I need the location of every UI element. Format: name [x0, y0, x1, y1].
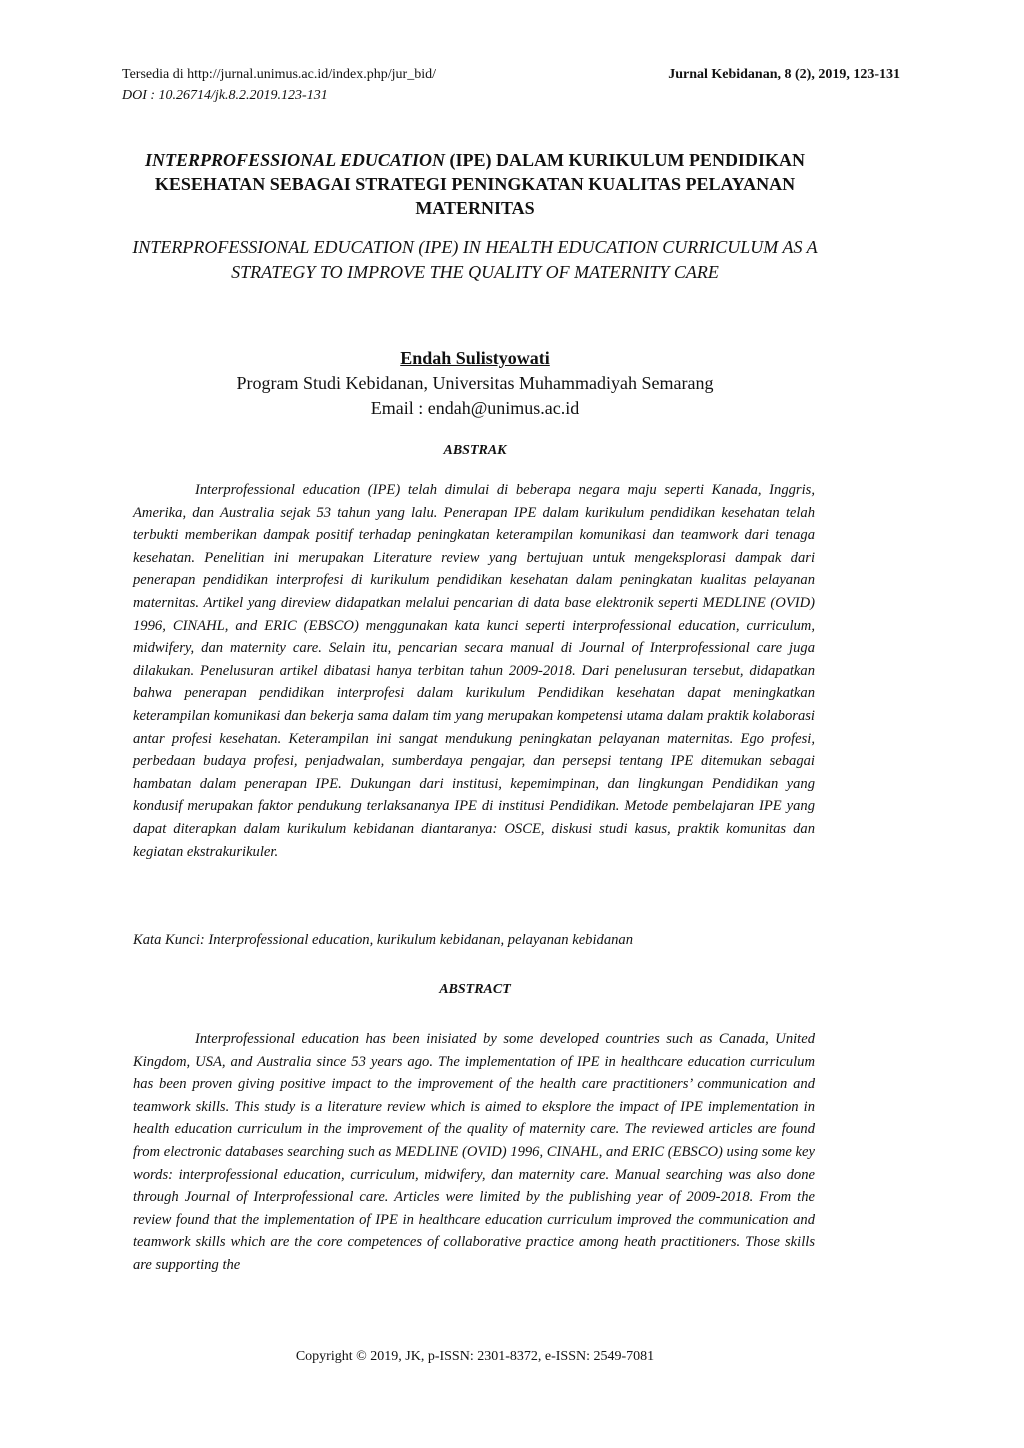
author-email: Email : endah@unimus.ac.id — [370, 398, 580, 418]
author-affiliation: Program Studi Kebidanan, Universitas Muhammadiyah Semarang — [236, 373, 714, 393]
title-indonesian-italic: INTERPROFESSIONAL EDUCATION — [145, 150, 445, 170]
abstract-body: Interprofessional education has been inisiated by some developed countries such as Canada, United Kingdom, USA, and Australia since 53 years ago. The implementation of IPE in healthcare education curriculum has been proven giving positive impact to the improvement of the health care practitioners’ communication and teamwork skills. This study is a literature review which is aimed to eksplore the impact of IPE implementation in health education curriculum in the improvement of the quality of maternity care. The reviewed articles are found from electronic databases searching such as MEDLINE (OVID) 1996, CINAHL, and ERIC (EBSCO) using some key words: interprofessional education, curriculum, midwifery, dan maternity care. Manual searching was also done through Journal of Interprofessional care. Articles were limited by the publishing year of 2009-2018. From the review found that the implementation of IPE in healthcare education curriculum improved the communication and teamwork skills which are the core competences of collaborative practice among heath practitioners. Those skills are supporting the — [133, 1031, 815, 1273]
title-english: INTERPROFESSIONAL EDUCATION (IPE) IN HEALTH EDUCATION CURRICULUM AS A STRATEGY TO IMPROVE THE QUALITY OF MATERNITY CARE — [132, 237, 818, 282]
abstrak-body: Interprofessional education (IPE) telah dimulai di beberapa negara maju seperti Kanada, Inggris, Amerika, dan Australia sejak 53 tahun yang lalu. Penerapan IPE dalam kurikulum pendidikan kesehatan telah terbukti memberikan dampak positif terhadap peningkatan keterampilan komunikasi dan teamwork dari tenaga kesehatan. Penelitian ini merupakan Literature review yang bertujuan untuk mengeksplorasi dampak dari penerapan pendidikan interprofesi di kurikulum pendidikan kesehatan dalam peningkatan kualitas pelayanan maternitas. Artikel yang direview didapatkan melalui pencarian di data base elektronik seperti MEDLINE (OVID) 1996, CINAHL, and ERIC (EBSCO) menggunakan kata kunci seperti interprofessional education, curriculum, midwifery, dan maternity care. Selain itu, pencarian secara manual di Journal of Interprofessional care juga dilakukan. Penelusuran artikel dibatasi hanya terbitan tahun 2009-2018. Dari penelusuran tersebut, didapatkan bahwa penerapan pendidikan interprofesi dalam kurikulum Pendidikan kesehatan dapat meningkatkan keterampilan komunikasi dan bekerja sama dalam tim yang merupakan kompetensi utama dalam praktik kolaborasi antar profesi kesehatan. Keterampilan ini sangat mendukung peningkatan pelayanan maternitas. Ego profesi, perbedaan budaya profesi, penjadwalan, sumberdaya pengajar, dan persepsi tentang IPE ditemukan sebagai hambatan dalam penerapan IPE. Dukungan dari institusi, kepemimpinan, dan lingkungan Pendidikan yang kondusif merupakan faktor pendukung terlaksananya IPE di institusi Pendidikan. Metode pembelajaran IPE yang dapat diterapkan dalam kurikulum kebidanan diantaranya: OSCE, diskusi studi kasus, praktik komunitas dan kegiatan ekstrakurikuler. — [133, 482, 815, 860]
title-indonesian-rest: (IPE) DALAM KURIKULUM PENDIDIKAN KESEHATAN SEBAGAI STRATEGI PENINGKATAN KUALITAS PELAYANAN MATERNITAS — [154, 150, 805, 218]
doi: DOI : 10.26714/jk.8.2.2019.123-131 — [122, 88, 328, 103]
author-name: Endah Sulistyowati — [400, 348, 550, 368]
abstract-heading: ABSTRACT — [439, 982, 511, 997]
copyright-footer: Copyright © 2019, JK, p-ISSN: 2301-8372, e-ISSN: 2549-7081 — [295, 1349, 655, 1364]
availability-url[interactable]: Tersedia di http://jurnal.unimus.ac.id/index.php/jur_bid/ — [122, 67, 436, 82]
abstrak-heading: ABSTRAK — [443, 443, 507, 458]
title-indonesian — [130, 148, 820, 220]
header-left — [122, 64, 436, 106]
journal-citation: Jurnal Kebidanan, 8 (2), 2019, 123-131 — [668, 67, 900, 82]
keywords: Kata Kunci: Interprofessional education, kurikulum kebidanan, pelayanan kebidanan — [133, 932, 634, 948]
